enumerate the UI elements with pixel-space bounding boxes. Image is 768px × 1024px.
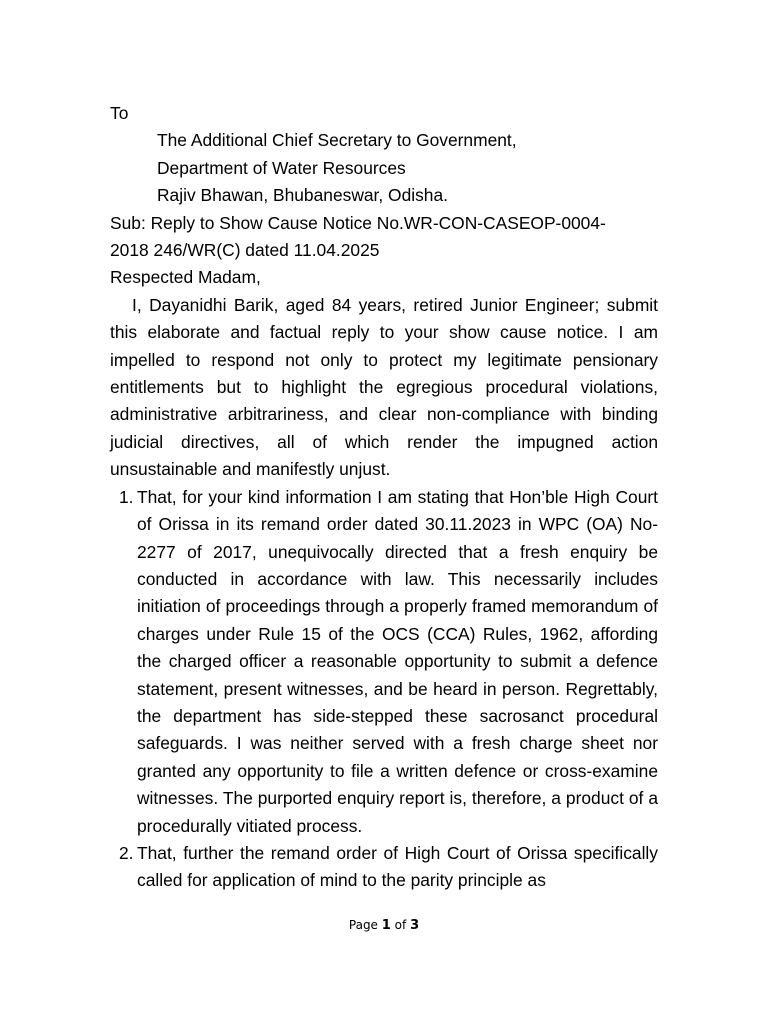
subject-line: Sub: Reply to Show Cause Notice No.WR-CON-CASEOP-0004- bbox=[110, 212, 606, 233]
list-item bbox=[110, 840, 658, 895]
intro-paragraph: I, Dayanidhi Barik, aged 84 years, retired Junior Engineer; submit this elaborate and factual reply to your show cause notice. I am impelled to respond not only to protect my legitimate pensionary entitlements but to highlight the egregious procedural violations, administrative arbitrariness, and clear non-compliance with binding judicial directives, all of which render the impugned action unsustainable and manifestly unjust. bbox=[110, 294, 658, 480]
addressee-line: Department of Water Resources bbox=[157, 157, 406, 178]
addressee-block bbox=[110, 127, 658, 209]
list-item-text: That, for your kind information I am stating that Hon’ble High Court of Orissa in its remand order dated 30.11.2023 in WPC (OA) No-2277 of 2017, unequivocally directed that a fresh enquiry be conducted in accordance with law. This necessarily includes initiation of proceedings through a properly framed memorandum of charges under Rule 15 of the OCS (CCA) Rules, 1962, affording the charged officer a reasonable opportunity to submit a defence statement, present witnesses, and be heard in person. Regrettably, the department has side-stepped these sacrosanct procedural safeguards. I was neither served with a fresh charge sheet nor granted any opportunity to file a written defence or cross-examine witnesses. The purported enquiry report is, therefore, a product of a procedurally vitiated process. bbox=[137, 486, 658, 836]
list-item-number: 2. bbox=[119, 842, 134, 863]
salutation-to: To bbox=[110, 103, 129, 123]
subject-line: 2018 246/WR(C) dated 11.04.2025 bbox=[110, 240, 380, 261]
current-page-number: 1 bbox=[381, 918, 391, 933]
points-list bbox=[110, 484, 658, 895]
list-item-number: 1. bbox=[119, 486, 134, 507]
greeting: Respected Madam, bbox=[110, 267, 261, 288]
total-pages-number: 3 bbox=[410, 918, 420, 933]
addressee-line: Rajiv Bhawan, Bhubaneswar, Odisha. bbox=[157, 185, 448, 206]
letter-body bbox=[110, 100, 658, 895]
page-label: Page bbox=[348, 918, 378, 932]
list-item bbox=[110, 484, 658, 840]
list-item-text: That, further the remand order of High Court of Orissa specifically called for application of mind to the parity principle as bbox=[137, 842, 658, 891]
addressee-line: The Additional Chief Secretary to Government, bbox=[157, 130, 517, 151]
page-footer bbox=[0, 916, 768, 935]
of-label: of bbox=[394, 918, 407, 932]
